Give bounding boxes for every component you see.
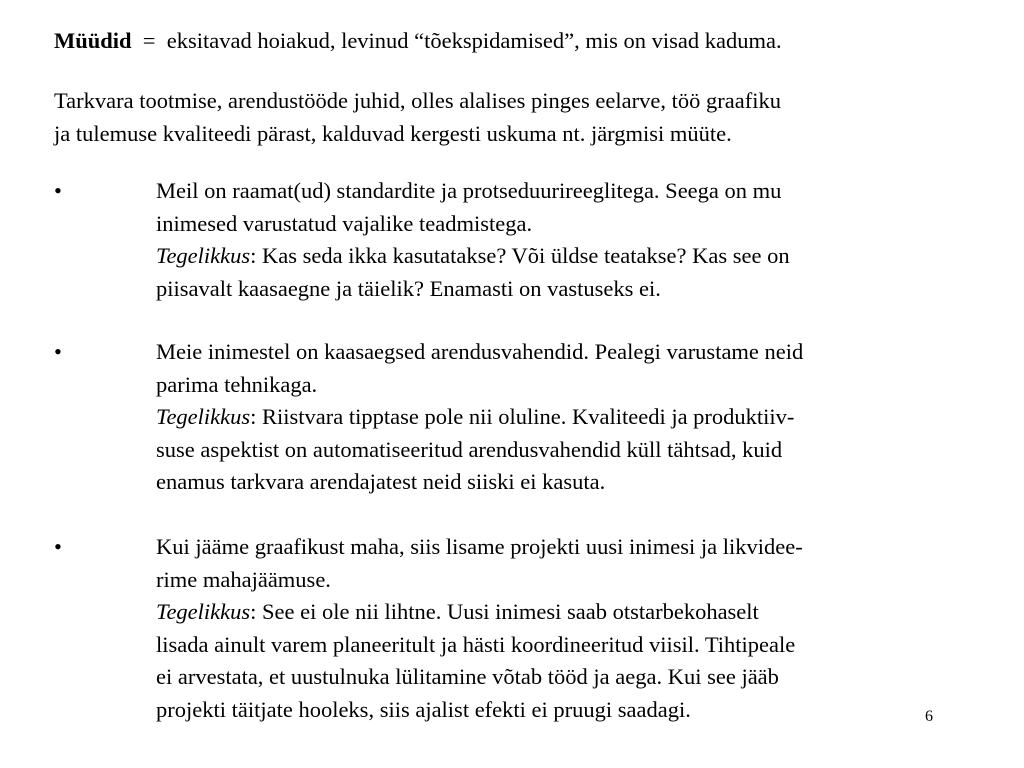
myth-line: rime mahajäämuse. [156, 566, 331, 592]
reality-line: piisavalt kaasaegne ja täielik? Enamasti on vastuseks ei. [156, 275, 661, 301]
myth-line: parima tehnikaga. [156, 371, 318, 397]
intro-paragraph [54, 85, 1004, 150]
reality-line: ei arvestata, et uustulnuka lülitamine võtab tööd ja aega. Kui see jääb [156, 664, 779, 689]
definition-text: = eksitavad hoiakud, levinud “tõekspidamised”, mis on visad kaduma. [131, 28, 782, 53]
reality-label: Tegelikkus [156, 243, 251, 268]
intro-line: ja tulemuse kvaliteedi pärast, kalduvad kergesti uskuma nt. järgmisi müüte. [54, 120, 732, 146]
myth-line: inimesed varustatud vajalike teadmistega. [156, 210, 533, 236]
myth-line: Meie inimestel on kaasaegsed arendusvahendid. Pealegi varustame neid [156, 339, 804, 364]
reality-label: Tegelikkus [156, 599, 251, 624]
myth-line: Meil on raamat(ud) standardite ja protseduurireeglitega. Seega on mu [156, 178, 782, 203]
definition-term: Müüdid [54, 28, 132, 53]
myth-bullet-body [156, 531, 996, 726]
reality-line [156, 401, 996, 434]
reality-line: enamus tarkvara arendajatest neid siiski ei kasuta. [156, 469, 606, 494]
reality-line: lisada ainult varem planeeritult ja hästi koordineeritud viisil. Tihtipeale [156, 631, 796, 657]
intro-line: Tarkvara tootmise, arendustööde juhid, olles alalises pinges eelarve, töö graafiku [54, 88, 781, 113]
reality-line [156, 240, 996, 273]
reality-label: Tegelikkus [156, 404, 251, 429]
bullet-marker: • [54, 339, 62, 364]
myth-bullet-body [156, 175, 996, 305]
definition-line [54, 25, 782, 58]
reality-text: : See ei ole nii lihtne. Uusi inimesi saab otstarbekohaselt [250, 599, 759, 624]
reality-text: : Kas seda ikka kasutatakse? Või üldse teatakse? Kas see on [250, 243, 790, 268]
myth-bullet-body [156, 336, 996, 499]
reality-line: projekti täitjate hooleks, siis ajalist efekti ei pruugi saadagi. [156, 696, 691, 722]
bullet-marker: • [54, 178, 62, 203]
myth-line: Kui jääme graafikust maha, siis lisame projekti uusi inimesi ja likvidee- [156, 534, 803, 559]
bullet-marker: • [54, 534, 62, 559]
page-number: 6 [925, 708, 933, 725]
reality-line [156, 596, 996, 629]
reality-line: suse aspektist on automatiseeritud arendusvahendid küll tähtsad, kuid [156, 436, 783, 462]
reality-text: : Riistvara tipptase pole nii oluline. Kvaliteedi ja produktiiv- [250, 404, 795, 429]
